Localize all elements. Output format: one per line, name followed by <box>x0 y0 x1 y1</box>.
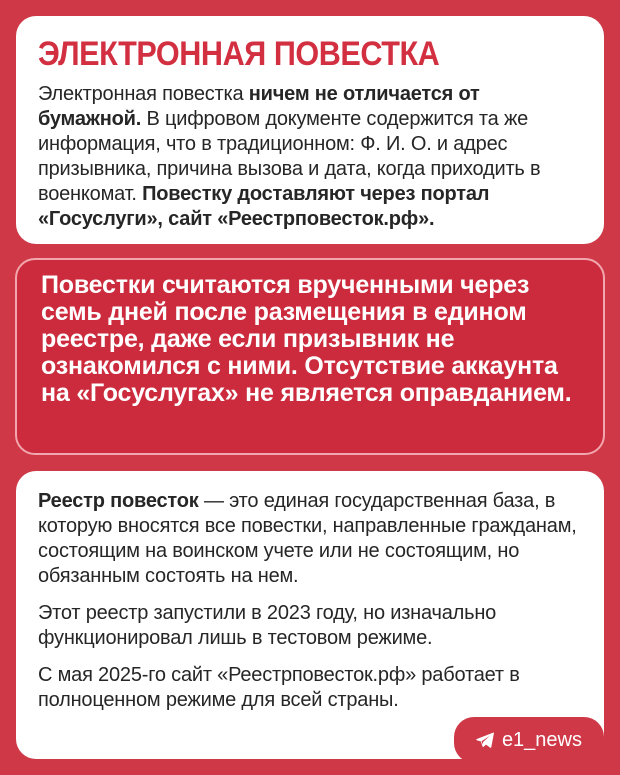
text-run: — это единая государственная база, в которую вносятся все повестки, направленные гражданам, состоящим на воинском учете или не состоящим, но обязанным состоять на нем. <box>38 490 577 587</box>
highlight-text: Повестки считаются врученными через семь дней после размещения в едином реестре, даже если призывник не ознакомился с ними. Отсутствие аккаунта на «Госуслугах» не является оправданием. <box>41 271 572 407</box>
text-run: Электронная повестка <box>38 83 249 105</box>
card-title: ЭЛЕКТРОННАЯ ПОВЕСТКА <box>38 35 440 73</box>
highlight-card <box>15 258 605 455</box>
info-card-registry <box>16 471 604 759</box>
channel-name: e1_news <box>501 728 582 751</box>
text-run-bold: Реестр повесток <box>38 490 199 512</box>
card-paragraph: Этот реестр запустили в 2023 году, но изначально функционировал лишь в тестовом режиме. <box>38 602 497 649</box>
text-run-bold: Повестку доставляют через портал «Госуслуги», сайт «Реестрповесток.рф». <box>38 183 490 230</box>
telegram-icon <box>476 732 494 748</box>
card-paragraph <box>38 489 582 589</box>
text-run-bold: ничем не отличается от бумажной. <box>38 83 480 130</box>
info-card-electronic-summons <box>16 16 604 244</box>
card-paragraph <box>38 82 582 232</box>
text-run: В цифровом документе содержится та же информация, что в традиционном: Ф. И. О. и адрес призывника, причина вызова и дата, когда приходить в военкомат. <box>38 108 541 205</box>
card-paragraph: С мая 2025-го сайт «Реестрповесток.рф» работает в полноценном режиме для всей страны. <box>38 664 520 711</box>
telegram-channel-badge[interactable] <box>454 717 604 763</box>
